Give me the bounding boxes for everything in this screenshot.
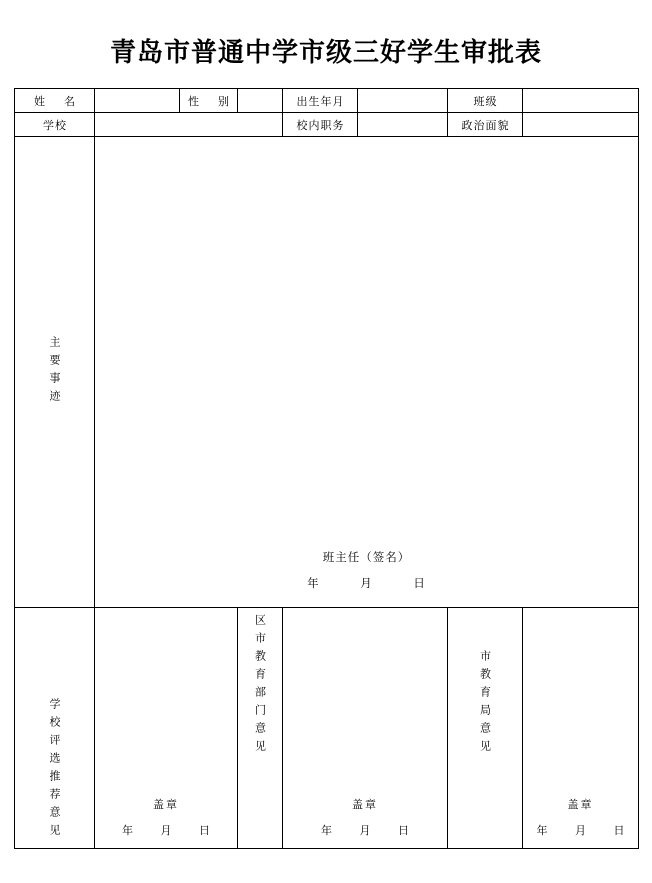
date-month-label: 月 (359, 824, 371, 837)
district-opinion-date-line (283, 822, 447, 838)
date-year-label: 年 (307, 576, 320, 590)
district-opinion-label-cell (238, 608, 283, 849)
post-label: 校内职务 (283, 113, 358, 137)
date-year-label: 年 (536, 824, 548, 837)
date-year-label: 年 (122, 824, 133, 837)
school-opinion-cell[interactable] (95, 608, 238, 849)
city-bureau-opinion-date-line (523, 822, 638, 838)
political-status-value[interactable] (523, 113, 639, 137)
page-title: 青岛市普通中学市级三好学生审批表 (109, 38, 542, 68)
birth-label: 出生年月 (283, 89, 358, 113)
gender-value[interactable] (238, 89, 283, 113)
district-opinion-cell[interactable] (283, 608, 448, 849)
school-opinion-label: 学校评选推荐意见 (48, 698, 61, 842)
table-row (15, 89, 639, 113)
table-row (15, 113, 639, 137)
name-value[interactable] (95, 89, 180, 113)
main-deeds-content-cell[interactable] (95, 137, 639, 608)
city-bureau-opinion-cell[interactable] (523, 608, 639, 849)
main-deeds-label: 主要事迹 (48, 336, 61, 408)
class-value[interactable] (523, 89, 639, 113)
city-bureau-seal-label: 盖章 (567, 798, 594, 811)
school-value[interactable] (95, 113, 283, 137)
school-opinion-date-line (95, 822, 237, 838)
date-day-label: 日 (398, 824, 409, 837)
school-label: 学校 (15, 113, 95, 137)
post-value[interactable] (358, 113, 448, 137)
school-seal-label: 盖章 (153, 798, 179, 811)
date-day-label: 日 (613, 824, 625, 837)
political-status-label: 政治面貌 (448, 113, 523, 137)
main-deeds-label-cell (15, 137, 95, 608)
date-month-label: 月 (575, 824, 586, 837)
date-day-label: 日 (413, 576, 426, 590)
class-label: 班级 (448, 89, 523, 113)
homeroom-teacher-signature-label: 班主任（签名） (322, 550, 411, 564)
date-day-label: 日 (199, 824, 210, 837)
district-opinion-label: 区市教育部门意见 (253, 614, 267, 758)
district-seal-label: 盖章 (352, 798, 378, 811)
gender-label: 性 别 (180, 89, 238, 113)
name-label: 姓 名 (15, 89, 95, 113)
table-row (15, 608, 639, 849)
date-year-label: 年 (321, 824, 332, 837)
main-deeds-date-line (95, 575, 638, 591)
approval-form-table (14, 88, 639, 849)
school-opinion-label-cell (15, 608, 95, 849)
table-row (15, 137, 639, 608)
city-bureau-opinion-label-cell (448, 608, 523, 849)
city-bureau-opinion-label: 市教育局意见 (478, 650, 492, 758)
date-month-label: 月 (160, 824, 172, 837)
date-month-label: 月 (360, 576, 373, 590)
birth-value[interactable] (358, 89, 448, 113)
